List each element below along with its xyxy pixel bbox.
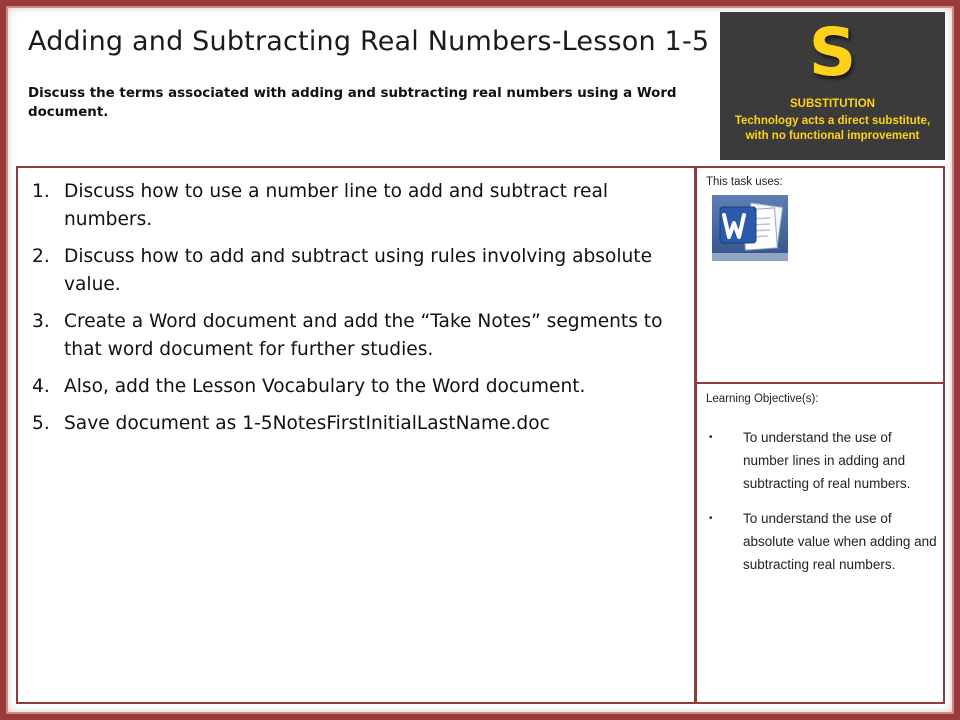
step-text: Create a Word document and add the “Take Notes” segments to that word document for further studies.: [64, 311, 663, 360]
list-item: [32, 373, 682, 401]
objectives-list: [705, 426, 937, 588]
page-subtitle: Discuss the terms associated with adding and subtracting real numbers using a Word document.: [28, 86, 677, 120]
list-item: [32, 178, 682, 234]
list-item: [705, 507, 937, 576]
list-item: [32, 308, 682, 364]
step-number: 2.: [32, 246, 50, 267]
bullet-icon: •: [709, 513, 713, 524]
tools-label: This task uses:: [706, 176, 783, 188]
page-title: Adding and Subtracting Real Numbers-Lesson 1-5: [28, 26, 710, 57]
objective-text: To understand the use of absolute value when adding and subtracting real numbers.: [743, 511, 937, 572]
step-text: Discuss how to use a number line to add and subtract real numbers.: [64, 181, 609, 230]
step-number: 3.: [32, 311, 50, 332]
word-icon: [712, 195, 788, 261]
tools-panel: [695, 166, 945, 384]
samr-description: Technology acts a direct substitute, with no functional improvement: [734, 115, 931, 142]
objectives-panel: [695, 382, 945, 704]
steps-list: [32, 178, 682, 447]
list-item: [32, 243, 682, 299]
step-text: Save document as 1-5NotesFirstInitialLastName.doc: [64, 413, 550, 434]
list-item: [32, 410, 682, 438]
step-number: 5.: [32, 413, 50, 434]
bullet-icon: •: [709, 432, 713, 443]
step-number: 4.: [32, 376, 50, 397]
list-item: [705, 426, 937, 495]
samr-name: SUBSTITUTION: [790, 98, 875, 110]
step-text: Also, add the Lesson Vocabulary to the Word document.: [64, 376, 586, 397]
objectives-label: Learning Objective(s):: [706, 393, 819, 405]
objective-text: To understand the use of number lines in adding and subtracting of real numbers.: [743, 430, 911, 491]
steps-panel: [16, 166, 696, 704]
word-icon-graphic: [712, 195, 788, 261]
samr-substitution-badge: [720, 12, 945, 160]
step-number: 1.: [32, 181, 50, 202]
samr-letter: S: [808, 14, 857, 91]
step-text: Discuss how to add and subtract using rules involving absolute value.: [64, 246, 653, 295]
